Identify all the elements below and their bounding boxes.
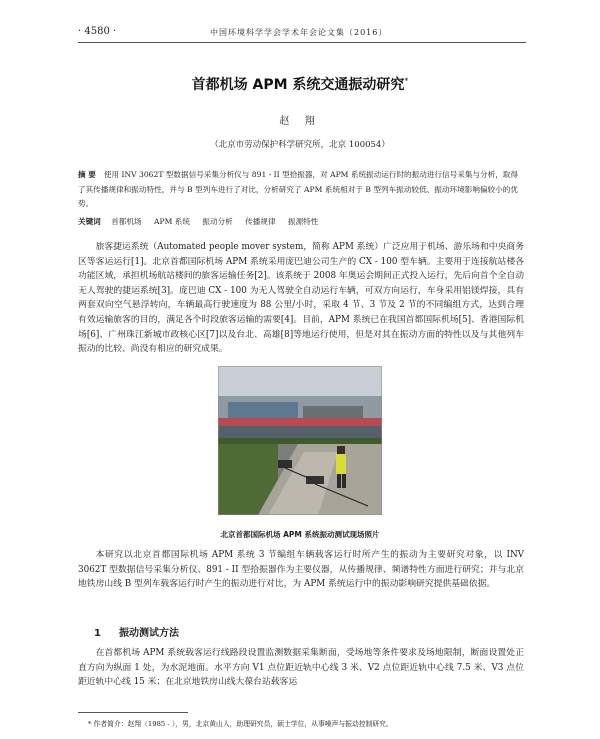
test-site-photo-image bbox=[218, 366, 382, 515]
abstract-text: 使用 INV 3062T 型数据信号采集分析仪与 891 - II 型拾振器，对 APM 系统振动运行时的振动进行信号采集与分析，取得了其传播规律和振动特性，并与 B 型列车进行了对比，分析研究了 APM 系统相对于 B 型列车振动较低、振动环境影响偏较小的优势。 bbox=[78, 170, 518, 208]
keywords-label: 关键词 bbox=[78, 217, 101, 226]
abstract bbox=[78, 168, 518, 212]
research-paragraph: 本研究以北京首都国际机场 APM 系统 3 节编组车辆载客运行时所产生的振动为主要研究对象，以 INV 3062T 型数据信号采集分析仪、891 - II 型拾振器作为主要仪器，从传播规律、频谱特性方面进行研究；并与北京地铁房山线 B 型列车载客运行时产生的振动进行对比，为 APM 系统运行中的振动影响研究提供基础依据。 bbox=[78, 550, 524, 590]
method-paragraph: 在首都机场 APM 系统载客运行线路段设置监测数据采集断面，受场地等条件要求及场地限制，断面设置处正直方向为纵面 1 处，为水泥地面。水平方向 V1 点位距近轨中心线 3 米、V2 点位距近轨中心线 7.5 米、V3 点位距近轨中心线 15 米；在北京地铁房山线大葆台站载客运 bbox=[78, 648, 524, 688]
section-heading bbox=[94, 624, 179, 639]
page-number: · 4580 · bbox=[78, 26, 117, 37]
intro-paragraph: 旅客捷运系统（Automated people mover system，简称 APM 系统）广泛应用于机场、游乐场和中央商务区等客运运行[1]。北京首都国际机场 APM 系统采用庞巴迪公司生产的 CX - 100 型车辆。主要用于连接航站楼各功能区域，承担机场航站楼间的旅客运输任务[2]。该系统于 2008 年奥运会期间正式投入运行，先后向首个全自动无人驾驶的捷运系统[3]。庞巴迪 CX - 100 为无人驾驶全自动运行车辆，可双方向运行，车身采用铝镁焊接，具有两套双向空气悬浮转向，车辆最高行驶速度为 88 公里/小时，采取 4 节、3 节及 2 节的不同编组方式，达到合理有效运输旅客的目的，满足各个时段旅客运输的需要[4]。目前，APM 系统已在我国首都国际机场[5]、香港国际机场[6]、广州珠江新城市政核心区[7]以及台北、高雄[8]等地运行使用，但是对其在振动方面的特性以及与其他列车振动的比较、尚没有相应的研究成果。 bbox=[78, 242, 524, 355]
keyword: 振动分析 bbox=[202, 217, 233, 226]
journal-header: 中国环境科学学会学术年会论文集（2016） bbox=[210, 28, 388, 37]
title-footnote-mark: * bbox=[404, 76, 409, 86]
affiliation: （北京市劳动保护科学研究所，北京 100054） bbox=[210, 140, 390, 150]
abstract-label: 摘 要 bbox=[78, 170, 96, 179]
keyword: 振源特性 bbox=[288, 217, 319, 226]
header-rule bbox=[78, 42, 526, 43]
author-footnote: * 作者简介：赵翔（1985 - ），男，北京黄山人，助理研究员，硕士学位，从事噪声与振动控制研究。 bbox=[88, 720, 393, 728]
test-site-photo bbox=[218, 366, 382, 515]
author-name: 赵 翔 bbox=[279, 116, 321, 127]
keyword: 首都机场 bbox=[111, 217, 142, 226]
figure-caption: 北京首都国际机场 APM 系统振动测试现场照片 bbox=[220, 530, 380, 539]
paper-title bbox=[0, 74, 600, 94]
section-number: 1 bbox=[94, 628, 101, 639]
keyword: APM 系统 bbox=[154, 217, 190, 226]
keywords bbox=[78, 215, 518, 229]
section-title: 振动测试方法 bbox=[118, 628, 179, 639]
keyword: 传播规律 bbox=[245, 217, 276, 226]
paper-title-text: 首都机场 APM 系统交通振动研究 bbox=[191, 77, 405, 93]
footnote-rule bbox=[78, 712, 188, 713]
